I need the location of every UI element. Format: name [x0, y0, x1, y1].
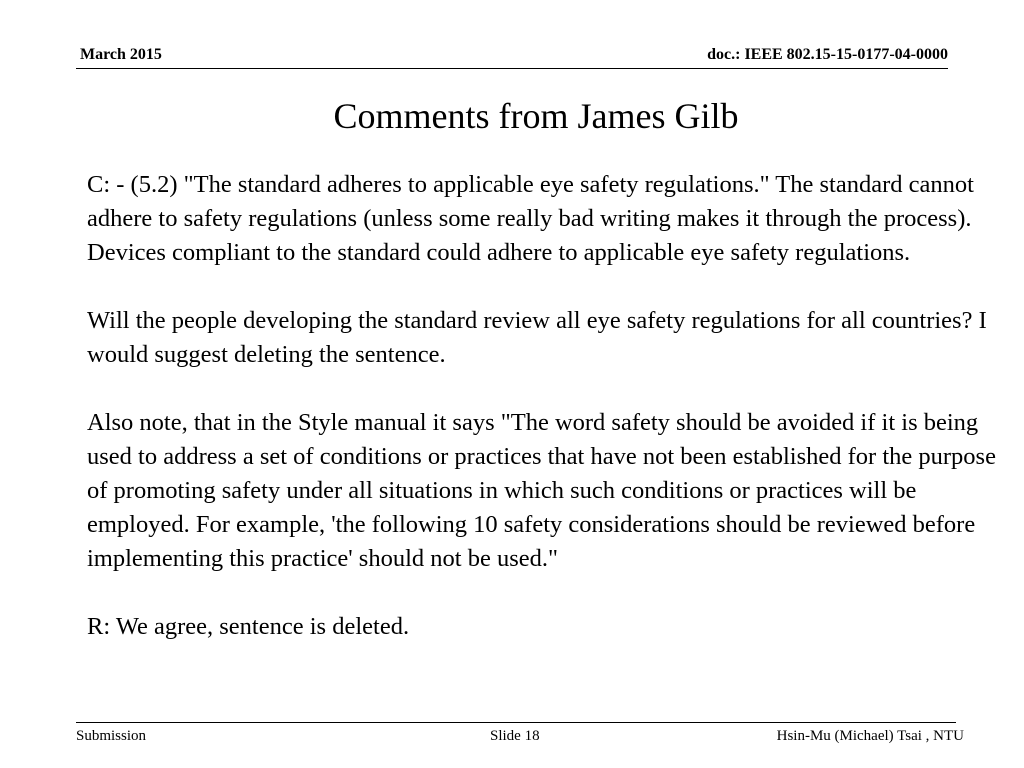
question-paragraph: Will the people developing the standard review all eye safety regulations for all countries? I would suggest deleting the sentence.: [87, 307, 987, 368]
style-manual-paragraph: Also note, that in the Style manual it says "The word safety should be avoided if it is being used to address a set of conditions or practices that have not been established for the purpose of promoting safety under all situations in which such conditions or practices will be employed. For example, 'the following 10 safety considerations should be reviewed before implementing this practice' should not be used.": [87, 409, 996, 572]
footer-submission: Submission: [76, 728, 147, 744]
slide-title: Comments from James Gilb: [333, 96, 739, 136]
slide-body: [87, 168, 997, 644]
slide-number: Slide 18: [490, 728, 540, 744]
footer-divider: [76, 722, 956, 723]
header-divider: [76, 68, 948, 69]
footer-author: Hsin-Mu (Michael) Tsai , NTU: [776, 728, 964, 744]
comment-paragraph: C: - (5.2) "The standard adheres to applicable eye safety regulations." The standard cannot adhere to safety regulations (unless some really bad writing makes it through the process). Devices compliant to the standard could adhere to applicable eye safety regulations.: [87, 171, 974, 266]
header-date: March 2015: [80, 46, 162, 63]
header-doc-id: doc.: IEEE 802.15-15-0177-04-0000: [707, 46, 948, 63]
response-paragraph: R: We agree, sentence is deleted.: [87, 613, 410, 640]
